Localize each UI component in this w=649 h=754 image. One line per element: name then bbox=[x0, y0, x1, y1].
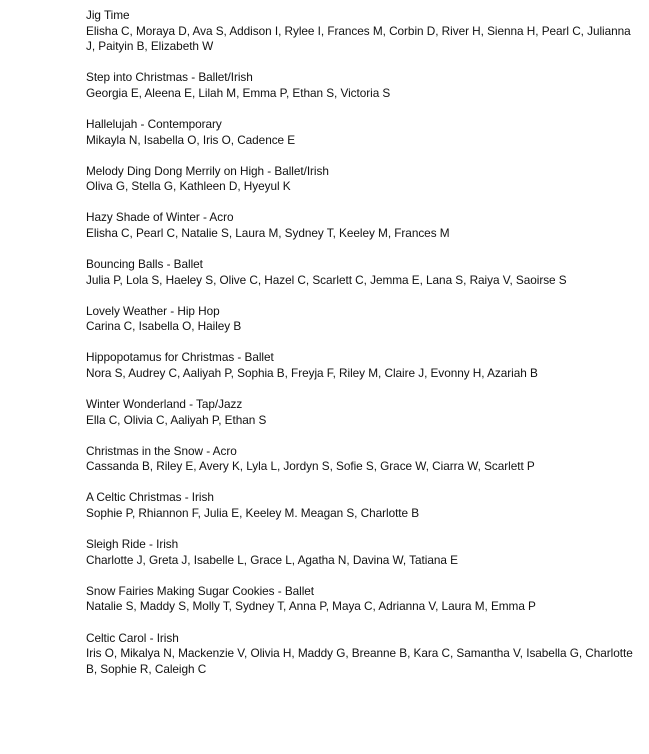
dance-entry bbox=[86, 257, 641, 288]
dance-entry bbox=[86, 490, 641, 521]
dance-entry bbox=[86, 631, 641, 678]
dance-cast: Iris O, Mikalya N, Mackenzie V, Olivia H, Maddy G, Breanne B, Kara C, Samantha V, Isabella G, Charlotte B, Sophie R, Caleigh C bbox=[86, 646, 633, 676]
dance-entry bbox=[86, 8, 641, 55]
dance-entry bbox=[86, 397, 641, 428]
dance-entry bbox=[86, 537, 641, 568]
dance-cast: Charlotte J, Greta J, Isabelle L, Grace L, Agatha N, Davina W, Tatiana E bbox=[86, 552, 458, 567]
dance-roster bbox=[86, 8, 641, 693]
dance-cast: Cassanda B, Riley E, Avery K, Lyla L, Jordyn S, Sofie S, Grace W, Ciarra W, Scarlett P bbox=[86, 459, 535, 474]
dance-title: Snow Fairies Making Sugar Cookies - Ballet bbox=[86, 583, 315, 598]
dance-title: Bouncing Balls - Ballet bbox=[86, 257, 203, 272]
dance-cast: Mikayla N, Isabella O, Iris O, Cadence E bbox=[86, 132, 296, 147]
dance-cast: Nora S, Audrey C, Aaliyah P, Sophia B, Freyja F, Riley M, Claire J, Evonny H, Azariah B bbox=[86, 366, 538, 380]
dance-title: Winter Wonderland - Tap/Jazz bbox=[86, 397, 243, 412]
dance-title: Hallelujah - Contemporary bbox=[86, 116, 222, 131]
dance-title: Hazy Shade of Winter - Acro bbox=[86, 210, 234, 225]
dance-entry bbox=[86, 210, 641, 241]
dance-entry bbox=[86, 164, 641, 195]
dance-cast: Georgia E, Aleena E, Lilah M, Emma P, Ethan S, Victoria S bbox=[86, 85, 391, 100]
dance-cast: Natalie S, Maddy S, Molly T, Sydney T, Anna P, Maya C, Adrianna V, Laura M, Emma P bbox=[86, 599, 536, 614]
dance-title: Step into Christmas - Ballet/Irish bbox=[86, 70, 253, 85]
dance-cast: Oliva G, Stella G, Kathleen D, Hyeyul K bbox=[86, 179, 291, 194]
dance-entry bbox=[86, 444, 641, 475]
dance-title: Hippopotamus for Christmas - Ballet bbox=[86, 350, 274, 365]
dance-entry bbox=[86, 117, 641, 148]
dance-entry bbox=[86, 304, 641, 335]
dance-cast: Elisha C, Moraya D, Ava S, Addison I, Rylee I, Frances M, Corbin D, River H, Sienna H, Pearl C, Julianna J, Paityin B, Elizabeth W bbox=[86, 23, 631, 54]
dance-cast: Carina C, Isabella O, Hailey B bbox=[86, 319, 242, 334]
dance-title: Sleigh Ride - Irish bbox=[86, 537, 179, 552]
dance-title: Melody Ding Dong Merrily on High - Ballet/Irish bbox=[86, 163, 329, 178]
dance-entry bbox=[86, 350, 641, 381]
dance-cast: Elisha C, Pearl C, Natalie S, Laura M, Sydney T, Keeley M, Frances M bbox=[86, 225, 450, 240]
dance-cast: Sophie P, Rhiannon F, Julia E, Keeley M. Meagan S, Charlotte B bbox=[86, 506, 420, 521]
dance-title: Christmas in the Snow - Acro bbox=[86, 443, 237, 458]
dance-title: Lovely Weather - Hip Hop bbox=[86, 303, 220, 318]
dance-entry bbox=[86, 584, 641, 615]
dance-cast: Ella C, Olivia C, Aaliyah P, Ethan S bbox=[86, 412, 267, 427]
dance-title: Jig Time bbox=[86, 8, 130, 22]
dance-title: Celtic Carol - Irish bbox=[86, 630, 179, 645]
dance-cast: Julia P, Lola S, Haeley S, Olive C, Hazel C, Scarlett C, Jemma E, Lana S, Raiya V, Saoirse S bbox=[86, 272, 567, 287]
dance-title: A Celtic Christmas - Irish bbox=[86, 490, 214, 505]
dance-entry bbox=[86, 70, 641, 101]
